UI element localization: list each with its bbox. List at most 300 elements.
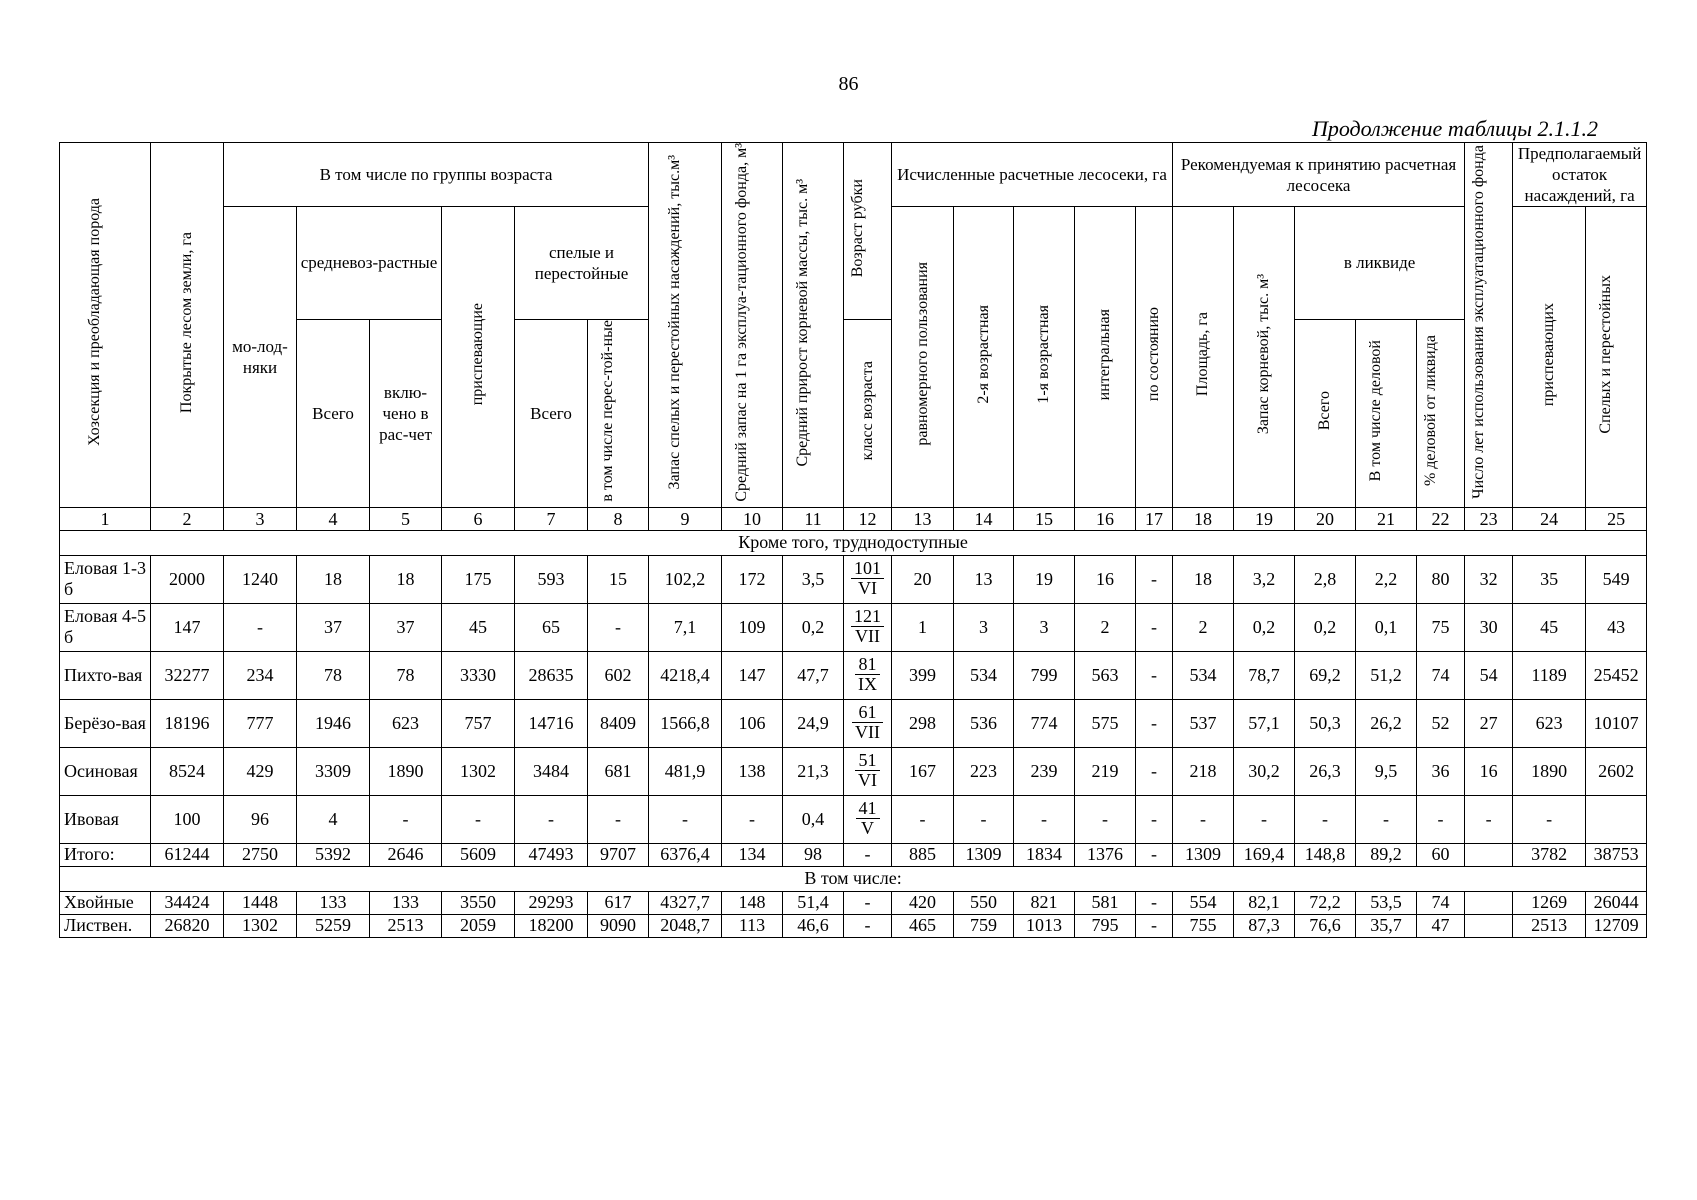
cell-c4: 4 xyxy=(297,795,370,843)
cell-c16: 581 xyxy=(1075,891,1136,914)
cell-c6: - xyxy=(442,795,515,843)
cell-c13: 420 xyxy=(892,891,954,914)
column-number: 9 xyxy=(649,507,722,530)
cell-c20: 69,2 xyxy=(1295,651,1356,699)
cell-c4: 5392 xyxy=(297,843,370,866)
age-class-cell xyxy=(844,747,892,795)
cell-c25 xyxy=(1586,795,1647,843)
header-c11: Средний прирост корневой массы, тыс. м³ xyxy=(783,143,844,508)
header-c6: приспевающие xyxy=(442,207,515,508)
cell-c21: 35,7 xyxy=(1356,914,1417,937)
header-age-cut: Возраст рубки xyxy=(844,143,892,320)
cell-c25: 549 xyxy=(1586,555,1647,603)
table-continuation-caption: Продолжение таблицы 2.1.1.2 xyxy=(1311,116,1598,141)
cell-c12: - xyxy=(844,891,892,914)
header-age-groups: В том числе по группы возраста xyxy=(224,143,649,207)
cell-c17: - xyxy=(1136,843,1173,866)
cell-c3: - xyxy=(224,603,297,651)
cell-c2: 61244 xyxy=(151,843,224,866)
cell-c20: 76,6 xyxy=(1295,914,1356,937)
cell-c2: 18196 xyxy=(151,699,224,747)
cell-c4: 78 xyxy=(297,651,370,699)
cell-c8: 617 xyxy=(588,891,649,914)
header-c10: Средний запас на 1 га эксплуа-тационного фонда, м³ xyxy=(722,143,783,508)
header-c23: Число лет использования эксплуатационного фонда xyxy=(1465,143,1513,508)
section-title: В том числе: xyxy=(60,866,1647,891)
cell-c3: 1240 xyxy=(224,555,297,603)
cell-c11: 0,4 xyxy=(783,795,844,843)
header-c19: Запас корневой, тыс. м³ xyxy=(1234,207,1295,508)
cell-c24: 3782 xyxy=(1513,843,1586,866)
column-number: 2 xyxy=(151,507,224,530)
total-row xyxy=(60,843,1647,866)
cell-c19: 0,2 xyxy=(1234,603,1295,651)
cell-c15: 774 xyxy=(1014,699,1075,747)
cell-c9: 1566,8 xyxy=(649,699,722,747)
cell-c11: 46,6 xyxy=(783,914,844,937)
cutting-age: 121 xyxy=(851,607,884,627)
cell-c20: 2,8 xyxy=(1295,555,1356,603)
header-c21: В том числе деловой xyxy=(1356,319,1417,507)
cell-c9: 4327,7 xyxy=(649,891,722,914)
cell-c21: 51,2 xyxy=(1356,651,1417,699)
cell-c23: 54 xyxy=(1465,651,1513,699)
cell-c3: 96 xyxy=(224,795,297,843)
cell-c6: 175 xyxy=(442,555,515,603)
age-class: VI xyxy=(858,578,877,599)
cell-c5: 18 xyxy=(370,555,442,603)
cell-c12: - xyxy=(844,914,892,937)
cell-c9: 4218,4 xyxy=(649,651,722,699)
cell-c11: 47,7 xyxy=(783,651,844,699)
cell-c23: 16 xyxy=(1465,747,1513,795)
cell-c7: 65 xyxy=(515,603,588,651)
cell-c4: 5259 xyxy=(297,914,370,937)
cell-c25: 12709 xyxy=(1586,914,1647,937)
cell-c22: 52 xyxy=(1417,699,1465,747)
cell-c5: 2646 xyxy=(370,843,442,866)
cell-c13: - xyxy=(892,795,954,843)
column-number: 7 xyxy=(515,507,588,530)
cell-c22: 74 xyxy=(1417,891,1465,914)
table-row xyxy=(60,651,1647,699)
cell-c19: 30,2 xyxy=(1234,747,1295,795)
table-row xyxy=(60,914,1647,937)
header-c4: Всего xyxy=(297,319,370,507)
column-number: 1 xyxy=(60,507,151,530)
cell-c4: 3309 xyxy=(297,747,370,795)
age-class-fraction xyxy=(851,559,884,598)
column-number: 14 xyxy=(954,507,1014,530)
column-number: 6 xyxy=(442,507,515,530)
cell-c15: 239 xyxy=(1014,747,1075,795)
cell-c4: 37 xyxy=(297,603,370,651)
cell-c23: 30 xyxy=(1465,603,1513,651)
header-c14: 2-я возрастная xyxy=(954,207,1014,508)
cell-c21: 9,5 xyxy=(1356,747,1417,795)
column-number: 23 xyxy=(1465,507,1513,530)
cell-c18: 554 xyxy=(1173,891,1234,914)
cell-c18: 218 xyxy=(1173,747,1234,795)
cell-c10: 138 xyxy=(722,747,783,795)
cell-c21: 53,5 xyxy=(1356,891,1417,914)
cell-c8: 602 xyxy=(588,651,649,699)
cell-c16: 795 xyxy=(1075,914,1136,937)
cell-c13: 298 xyxy=(892,699,954,747)
age-class-cell xyxy=(844,555,892,603)
cell-c25: 26044 xyxy=(1586,891,1647,914)
cell-c22: 74 xyxy=(1417,651,1465,699)
header-c17: по состоянию xyxy=(1136,207,1173,508)
header-c25: Спелых и перестойных xyxy=(1586,207,1647,508)
cell-c17: - xyxy=(1136,747,1173,795)
column-number: 24 xyxy=(1513,507,1586,530)
cell-c6: 3550 xyxy=(442,891,515,914)
cell-c19: 82,1 xyxy=(1234,891,1295,914)
cutting-age: 81 xyxy=(855,655,880,675)
header-c18: Площадь, га xyxy=(1173,207,1234,508)
header-c20: Всего xyxy=(1295,319,1356,507)
cell-c23: 27 xyxy=(1465,699,1513,747)
cell-c23: - xyxy=(1465,795,1513,843)
cell-c8: 15 xyxy=(588,555,649,603)
cell-c14: 759 xyxy=(954,914,1014,937)
cell-c16: 16 xyxy=(1075,555,1136,603)
cell-c13: 885 xyxy=(892,843,954,866)
cell-c23 xyxy=(1465,843,1513,866)
cell-c10: 148 xyxy=(722,891,783,914)
cell-c8: 681 xyxy=(588,747,649,795)
section-title: Кроме того, труднодоступные xyxy=(60,530,1647,555)
cell-c22: 47 xyxy=(1417,914,1465,937)
cell-c2: 2000 xyxy=(151,555,224,603)
age-class-cell xyxy=(844,603,892,651)
cell-c11: 98 xyxy=(783,843,844,866)
column-number: 15 xyxy=(1014,507,1075,530)
cell-c5: 1890 xyxy=(370,747,442,795)
species-name: Пихто-вая xyxy=(60,651,151,699)
cell-c20: 148,8 xyxy=(1295,843,1356,866)
cell-c14: 534 xyxy=(954,651,1014,699)
column-number: 19 xyxy=(1234,507,1295,530)
cutting-age: 51 xyxy=(855,751,880,771)
header-c12: класс возраста xyxy=(844,319,892,507)
cell-c17: - xyxy=(1136,891,1173,914)
cell-c9: 6376,4 xyxy=(649,843,722,866)
cell-c11: 21,3 xyxy=(783,747,844,795)
cell-c2: 8524 xyxy=(151,747,224,795)
cell-c8: 9090 xyxy=(588,914,649,937)
cell-c5: 2513 xyxy=(370,914,442,937)
cutting-age: 41 xyxy=(856,799,880,819)
cell-c3: 234 xyxy=(224,651,297,699)
forest-table xyxy=(59,142,1647,938)
cell-c10: 147 xyxy=(722,651,783,699)
cell-c15: 19 xyxy=(1014,555,1075,603)
cell-c15: - xyxy=(1014,795,1075,843)
cell-c17: - xyxy=(1136,914,1173,937)
cell-c6: 45 xyxy=(442,603,515,651)
cell-c3: 777 xyxy=(224,699,297,747)
cell-c5: 133 xyxy=(370,891,442,914)
column-number: 18 xyxy=(1173,507,1234,530)
cell-c4: 133 xyxy=(297,891,370,914)
cell-c25: 43 xyxy=(1586,603,1647,651)
header-c16: интегральная xyxy=(1075,207,1136,508)
page-number: 86 xyxy=(838,73,859,95)
cell-c10: 109 xyxy=(722,603,783,651)
cell-c13: 167 xyxy=(892,747,954,795)
column-number-row xyxy=(60,507,1647,530)
cell-c18: - xyxy=(1173,795,1234,843)
cell-c18: 537 xyxy=(1173,699,1234,747)
cell-c22: 36 xyxy=(1417,747,1465,795)
age-class-fraction xyxy=(852,703,883,742)
cell-c13: 465 xyxy=(892,914,954,937)
cell-c24: 35 xyxy=(1513,555,1586,603)
cell-c16: 219 xyxy=(1075,747,1136,795)
cell-c24: 623 xyxy=(1513,699,1586,747)
age-class-fraction xyxy=(855,655,880,694)
age-class-cell xyxy=(844,795,892,843)
header-c22: % деловой от ликвида xyxy=(1417,319,1465,507)
cell-c11: 3,5 xyxy=(783,555,844,603)
age-class: IX xyxy=(858,674,877,695)
cell-c18: 1309 xyxy=(1173,843,1234,866)
cell-c22: 60 xyxy=(1417,843,1465,866)
cell-c19: 169,4 xyxy=(1234,843,1295,866)
cell-c15: 821 xyxy=(1014,891,1075,914)
column-number: 20 xyxy=(1295,507,1356,530)
cell-c21: 26,2 xyxy=(1356,699,1417,747)
cell-c6: 3330 xyxy=(442,651,515,699)
cell-c7: 3484 xyxy=(515,747,588,795)
table-row xyxy=(60,795,1647,843)
cell-c8: 8409 xyxy=(588,699,649,747)
cell-c20: - xyxy=(1295,795,1356,843)
cell-c24: 1189 xyxy=(1513,651,1586,699)
cell-c23 xyxy=(1465,891,1513,914)
cell-c10: 106 xyxy=(722,699,783,747)
cell-c24: 45 xyxy=(1513,603,1586,651)
cell-c12: - xyxy=(844,843,892,866)
cell-c15: 799 xyxy=(1014,651,1075,699)
age-class-cell xyxy=(844,699,892,747)
header-c13: равномерного пользования xyxy=(892,207,954,508)
cell-c22: 80 xyxy=(1417,555,1465,603)
cell-c14: 223 xyxy=(954,747,1014,795)
cell-c10: 134 xyxy=(722,843,783,866)
header-liquid: в ликвиде xyxy=(1295,207,1465,320)
species-name: Итого: xyxy=(60,843,151,866)
age-class-fraction xyxy=(856,799,880,838)
header-c5: вклю-чено в рас-чет xyxy=(370,319,442,507)
column-number: 25 xyxy=(1586,507,1647,530)
header-middle-aged: средневоз-растные xyxy=(297,207,442,320)
cell-c9: - xyxy=(649,795,722,843)
cell-c7: 14716 xyxy=(515,699,588,747)
cell-c4: 1946 xyxy=(297,699,370,747)
cell-c2: 34424 xyxy=(151,891,224,914)
cell-c5: 623 xyxy=(370,699,442,747)
cell-c13: 1 xyxy=(892,603,954,651)
cell-c6: 5609 xyxy=(442,843,515,866)
cell-c7: - xyxy=(515,795,588,843)
table-row xyxy=(60,555,1647,603)
cell-c7: 47493 xyxy=(515,843,588,866)
header-c24: приспевающих xyxy=(1513,207,1586,508)
cell-c16: 575 xyxy=(1075,699,1136,747)
cell-c14: 3 xyxy=(954,603,1014,651)
cell-c18: 755 xyxy=(1173,914,1234,937)
cell-c2: 147 xyxy=(151,603,224,651)
cell-c20: 26,3 xyxy=(1295,747,1356,795)
cell-c8: - xyxy=(588,795,649,843)
species-name: Еловая 4-5 б xyxy=(60,603,151,651)
age-class-fraction xyxy=(851,607,884,646)
cell-c25: 25452 xyxy=(1586,651,1647,699)
cell-c9: 7,1 xyxy=(649,603,722,651)
cell-c20: 72,2 xyxy=(1295,891,1356,914)
species-name: Хвойные xyxy=(60,891,151,914)
table-row xyxy=(60,747,1647,795)
cell-c5: - xyxy=(370,795,442,843)
header-c1: Хозсекция и преобладающая порода xyxy=(60,143,151,508)
cell-c9: 481,9 xyxy=(649,747,722,795)
age-class: V xyxy=(861,818,874,839)
column-number: 5 xyxy=(370,507,442,530)
cutting-age: 61 xyxy=(852,703,883,723)
column-number: 13 xyxy=(892,507,954,530)
cell-c20: 50,3 xyxy=(1295,699,1356,747)
cell-c10: 172 xyxy=(722,555,783,603)
cell-c13: 20 xyxy=(892,555,954,603)
cell-c20: 0,2 xyxy=(1295,603,1356,651)
section-row xyxy=(60,530,1647,555)
species-name: Ивовая xyxy=(60,795,151,843)
cell-c14: 13 xyxy=(954,555,1014,603)
column-number: 22 xyxy=(1417,507,1465,530)
cell-c22: 75 xyxy=(1417,603,1465,651)
cell-c5: 37 xyxy=(370,603,442,651)
column-number: 17 xyxy=(1136,507,1173,530)
cell-c8: - xyxy=(588,603,649,651)
cell-c21: 2,2 xyxy=(1356,555,1417,603)
cell-c6: 2059 xyxy=(442,914,515,937)
column-number: 10 xyxy=(722,507,783,530)
header-c15: 1-я возрастная xyxy=(1014,207,1075,508)
cell-c24: 1890 xyxy=(1513,747,1586,795)
cell-c25: 2602 xyxy=(1586,747,1647,795)
table-row xyxy=(60,891,1647,914)
header-recommended-cut: Рекомендуемая к принятию расчетная лесосека xyxy=(1173,143,1465,207)
cell-c2: 100 xyxy=(151,795,224,843)
column-number: 8 xyxy=(588,507,649,530)
table-row xyxy=(60,699,1647,747)
cell-c3: 2750 xyxy=(224,843,297,866)
column-number: 4 xyxy=(297,507,370,530)
cell-c9: 102,2 xyxy=(649,555,722,603)
column-number: 16 xyxy=(1075,507,1136,530)
header-c2: Покрытые лесом земли, га xyxy=(151,143,224,508)
cell-c13: 399 xyxy=(892,651,954,699)
header-c8: в том числе перес-той-ные xyxy=(588,319,649,507)
age-class-fraction xyxy=(855,751,880,790)
age-class: VII xyxy=(855,722,880,743)
header-remaining: Предполагаемый остаток насаждений, га xyxy=(1513,143,1647,207)
cell-c6: 1302 xyxy=(442,747,515,795)
cell-c17: - xyxy=(1136,651,1173,699)
header-ripe: спелые и перестойные xyxy=(515,207,649,320)
table-row xyxy=(60,603,1647,651)
species-name: Осиновая xyxy=(60,747,151,795)
cell-c15: 3 xyxy=(1014,603,1075,651)
cell-c14: - xyxy=(954,795,1014,843)
column-number: 12 xyxy=(844,507,892,530)
cell-c19: - xyxy=(1234,795,1295,843)
cell-c11: 24,9 xyxy=(783,699,844,747)
cell-c8: 9707 xyxy=(588,843,649,866)
header-c7: Всего xyxy=(515,319,588,507)
column-number: 3 xyxy=(224,507,297,530)
cell-c18: 2 xyxy=(1173,603,1234,651)
cell-c9: 2048,7 xyxy=(649,914,722,937)
cell-c3: 1302 xyxy=(224,914,297,937)
cell-c25: 10107 xyxy=(1586,699,1647,747)
column-number: 21 xyxy=(1356,507,1417,530)
cell-c16: - xyxy=(1075,795,1136,843)
cell-c5: 78 xyxy=(370,651,442,699)
species-name: Берёзо-вая xyxy=(60,699,151,747)
cell-c11: 51,4 xyxy=(783,891,844,914)
cell-c22: - xyxy=(1417,795,1465,843)
cell-c21: - xyxy=(1356,795,1417,843)
cutting-age: 101 xyxy=(851,559,884,579)
cell-c17: - xyxy=(1136,603,1173,651)
cell-c3: 429 xyxy=(224,747,297,795)
cell-c7: 28635 xyxy=(515,651,588,699)
cell-c23 xyxy=(1465,914,1513,937)
cell-c15: 1834 xyxy=(1014,843,1075,866)
cell-c25: 38753 xyxy=(1586,843,1647,866)
cell-c18: 534 xyxy=(1173,651,1234,699)
age-class: VII xyxy=(855,626,880,647)
header-calculated-cuts: Исчисленные расчетные лесосеки, га xyxy=(892,143,1173,207)
header-c3: мо-лод-няки xyxy=(224,207,297,508)
cell-c6: 757 xyxy=(442,699,515,747)
cell-c23: 32 xyxy=(1465,555,1513,603)
species-name: Листвен. xyxy=(60,914,151,937)
cell-c2: 26820 xyxy=(151,914,224,937)
cell-c10: - xyxy=(722,795,783,843)
header-c9: Запас спелых и перестойных насаждений, тыс.м³ xyxy=(649,143,722,508)
cell-c3: 1448 xyxy=(224,891,297,914)
cell-c4: 18 xyxy=(297,555,370,603)
cell-c19: 87,3 xyxy=(1234,914,1295,937)
cell-c19: 3,2 xyxy=(1234,555,1295,603)
cell-c10: 113 xyxy=(722,914,783,937)
cell-c19: 57,1 xyxy=(1234,699,1295,747)
cell-c14: 1309 xyxy=(954,843,1014,866)
cell-c24: 2513 xyxy=(1513,914,1586,937)
cell-c24: 1269 xyxy=(1513,891,1586,914)
cell-c18: 18 xyxy=(1173,555,1234,603)
cell-c17: - xyxy=(1136,699,1173,747)
cell-c7: 593 xyxy=(515,555,588,603)
cell-c2: 32277 xyxy=(151,651,224,699)
age-class: VI xyxy=(858,770,877,791)
cell-c14: 550 xyxy=(954,891,1014,914)
